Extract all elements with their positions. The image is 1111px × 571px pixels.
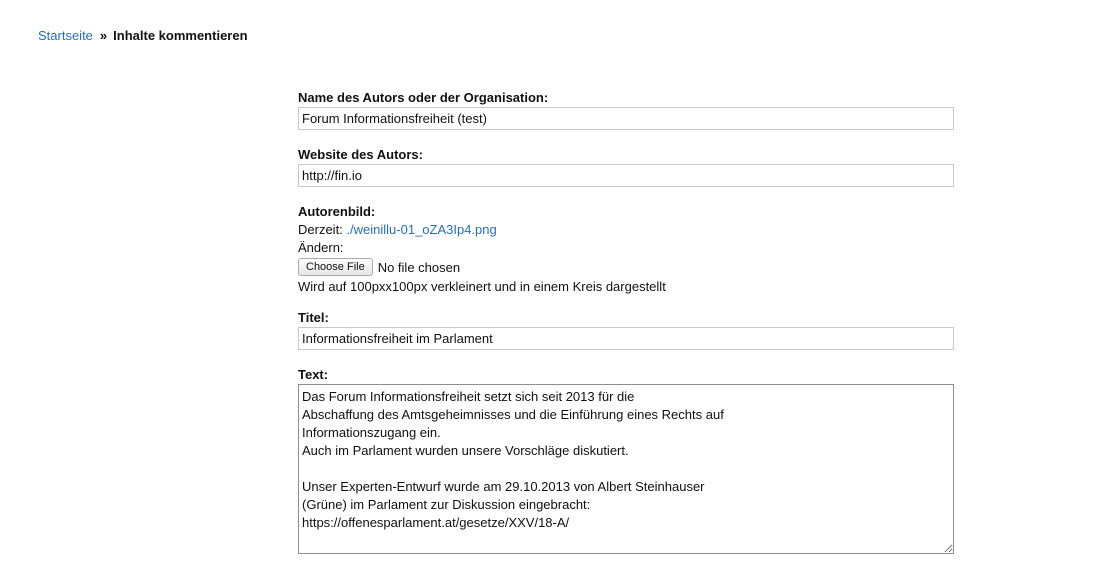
current-image-line bbox=[298, 221, 954, 239]
author-website-field bbox=[298, 147, 954, 187]
text-label: Text: bbox=[298, 367, 329, 382]
title-input[interactable] bbox=[298, 327, 954, 350]
author-name-field bbox=[298, 90, 954, 130]
author-website-input[interactable] bbox=[298, 164, 954, 187]
author-website-label: Website des Autors: bbox=[298, 147, 423, 162]
title-label: Titel: bbox=[298, 310, 329, 325]
author-image-label: Autorenbild: bbox=[298, 204, 376, 219]
author-name-label: Name des Autors oder der Organisation: bbox=[298, 90, 549, 105]
text-field bbox=[298, 367, 954, 554]
author-name-input[interactable] bbox=[298, 107, 954, 130]
current-image-link[interactable]: ./weinillu-01_oZA3Ip4.png bbox=[346, 222, 497, 237]
comment-form bbox=[298, 90, 954, 571]
image-hint: Wird auf 100pxx100px verkleinert und in einem Kreis dargestellt bbox=[298, 279, 666, 294]
breadcrumb bbox=[38, 28, 248, 44]
file-status-text: No file chosen bbox=[377, 259, 461, 275]
author-image-field bbox=[298, 204, 954, 296]
change-image-label: Ändern: bbox=[298, 240, 344, 255]
breadcrumb-separator: » bbox=[99, 28, 108, 43]
text-textarea[interactable] bbox=[298, 384, 954, 554]
choose-file-button[interactable]: Choose File bbox=[298, 258, 373, 276]
breadcrumb-home-link[interactable]: Startseite bbox=[38, 28, 93, 43]
current-image-prefix: Derzeit: bbox=[298, 222, 343, 237]
file-upload bbox=[298, 257, 954, 277]
title-field bbox=[298, 310, 954, 350]
breadcrumb-current: Inhalte kommentieren bbox=[113, 28, 248, 43]
